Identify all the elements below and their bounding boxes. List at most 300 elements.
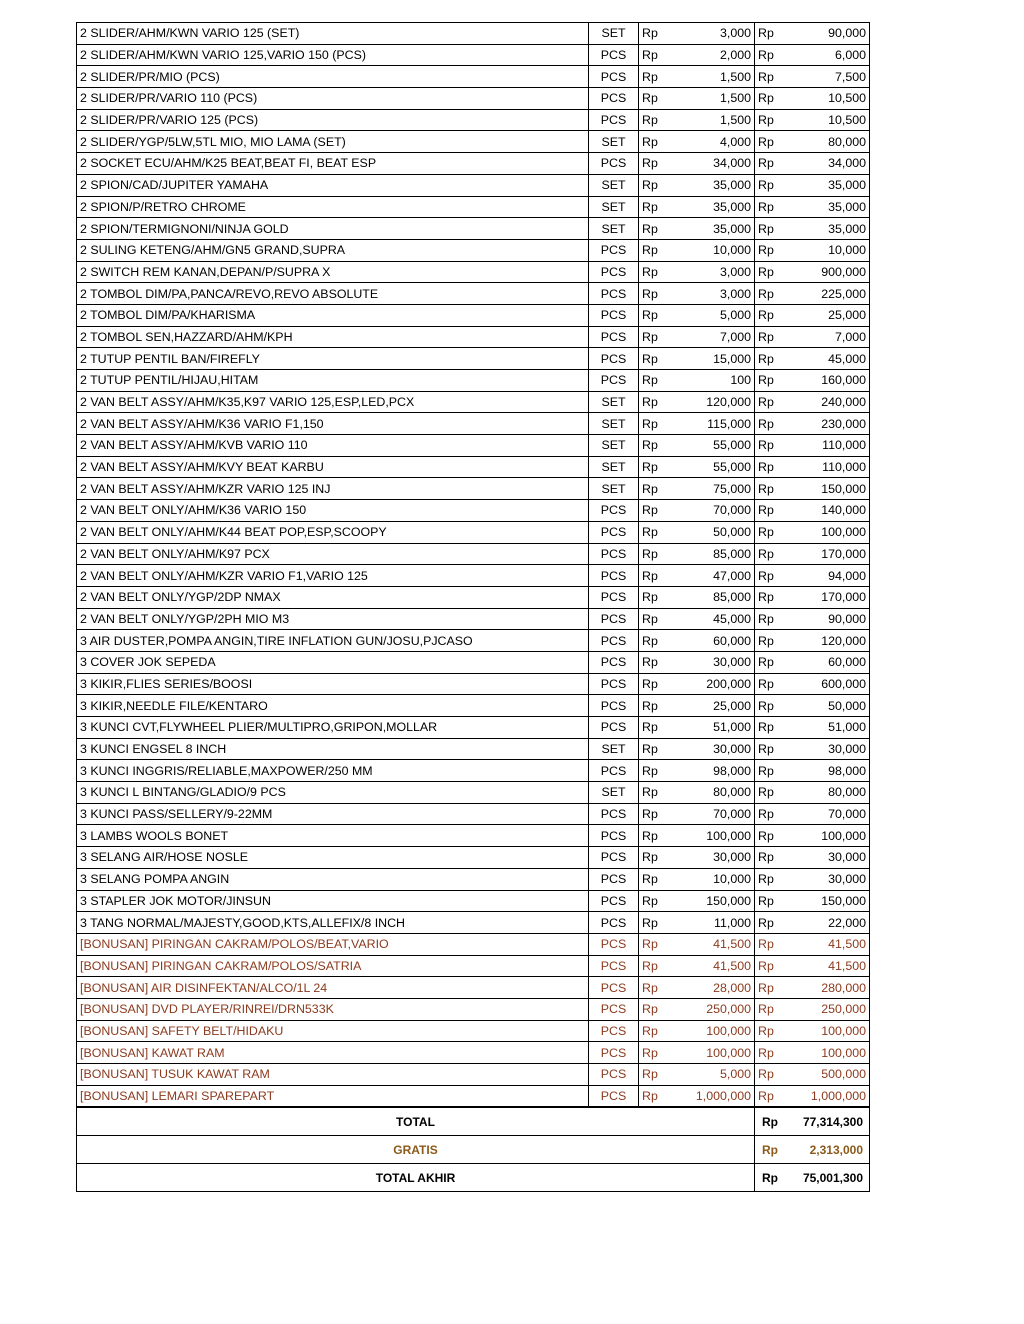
item-price-currency: Rp	[639, 803, 669, 825]
item-row	[77, 847, 870, 869]
total-row	[77, 1108, 870, 1136]
item-row	[77, 239, 870, 261]
item-price-currency: Rp	[639, 977, 669, 999]
item-unit: SET	[589, 435, 639, 457]
item-unit: PCS	[589, 304, 639, 326]
item-row	[77, 608, 870, 630]
item-price-currency: Rp	[639, 261, 669, 283]
item-total: 100,000	[785, 1020, 870, 1042]
item-unit-price: 10,000	[669, 239, 755, 261]
item-unit: SET	[589, 456, 639, 478]
item-total: 80,000	[785, 782, 870, 804]
item-total-currency: Rp	[755, 218, 785, 240]
item-unit-price: 15,000	[669, 348, 755, 370]
item-price-currency: Rp	[639, 153, 669, 175]
item-price-currency: Rp	[639, 933, 669, 955]
item-description: 2 VAN BELT ONLY/AHM/KZR VARIO F1,VARIO 125	[77, 565, 589, 587]
item-unit: PCS	[589, 651, 639, 673]
item-price-currency: Rp	[639, 673, 669, 695]
item-description: 3 KIKIR,FLIES SERIES/BOOSI	[77, 673, 589, 695]
item-unit: PCS	[589, 977, 639, 999]
item-unit-price: 3,000	[669, 283, 755, 305]
item-price-currency: Rp	[639, 955, 669, 977]
item-price-currency: Rp	[639, 1085, 669, 1107]
item-unit-price: 1,000,000	[669, 1085, 755, 1107]
item-row	[77, 326, 870, 348]
item-row	[77, 565, 870, 587]
item-row	[77, 304, 870, 326]
item-description: 2 VAN BELT ASSY/AHM/KVY BEAT KARBU	[77, 456, 589, 478]
item-description: 2 SOCKET ECU/AHM/K25 BEAT,BEAT FI, BEAT ESP	[77, 153, 589, 175]
item-description: [BONUSAN] SAFETY BELT/HIDAKU	[77, 1020, 589, 1042]
total-currency: Rp	[755, 1108, 785, 1136]
item-total-currency: Rp	[755, 456, 785, 478]
item-total: 51,000	[785, 717, 870, 739]
item-total: 110,000	[785, 435, 870, 457]
item-unit: PCS	[589, 1085, 639, 1107]
item-row	[77, 803, 870, 825]
item-description: 2 SLIDER/PR/MIO (PCS)	[77, 66, 589, 88]
item-unit: PCS	[589, 239, 639, 261]
item-description: 3 KUNCI CVT,FLYWHEEL PLIER/MULTIPRO,GRIPON,MOLLAR	[77, 717, 589, 739]
item-price-currency: Rp	[639, 608, 669, 630]
item-total: 110,000	[785, 456, 870, 478]
item-row	[77, 695, 870, 717]
item-total: 35,000	[785, 174, 870, 196]
item-description: 2 VAN BELT ONLY/AHM/K97 PCX	[77, 543, 589, 565]
item-total-currency: Rp	[755, 44, 785, 66]
item-total-currency: Rp	[755, 782, 785, 804]
item-price-currency: Rp	[639, 456, 669, 478]
item-price-currency: Rp	[639, 717, 669, 739]
item-unit-price: 51,000	[669, 717, 755, 739]
item-description: [BONUSAN] TUSUK KAWAT RAM	[77, 1064, 589, 1086]
item-total-currency: Rp	[755, 283, 785, 305]
item-price-currency: Rp	[639, 66, 669, 88]
bonus-item-row	[77, 1020, 870, 1042]
item-row	[77, 760, 870, 782]
item-row	[77, 890, 870, 912]
item-row	[77, 88, 870, 110]
item-description: 2 VAN BELT ONLY/YGP/2PH MIO M3	[77, 608, 589, 630]
item-unit: PCS	[589, 261, 639, 283]
item-unit: SET	[589, 196, 639, 218]
item-total: 90,000	[785, 23, 870, 45]
item-row	[77, 717, 870, 739]
item-row	[77, 283, 870, 305]
item-unit: PCS	[589, 586, 639, 608]
item-price-currency: Rp	[639, 109, 669, 131]
item-unit-price: 250,000	[669, 998, 755, 1020]
item-unit-price: 75,000	[669, 478, 755, 500]
item-description: 2 SPION/TERMIGNONI/NINJA GOLD	[77, 218, 589, 240]
item-price-currency: Rp	[639, 304, 669, 326]
item-total: 150,000	[785, 890, 870, 912]
item-total: 60,000	[785, 651, 870, 673]
item-unit-price: 1,500	[669, 88, 755, 110]
item-description: 3 AIR DUSTER,POMPA ANGIN,TIRE INFLATION GUN/JOSU,PJCASO	[77, 630, 589, 652]
item-row	[77, 391, 870, 413]
item-row	[77, 435, 870, 457]
item-price-currency: Rp	[639, 586, 669, 608]
item-price-currency: Rp	[639, 1064, 669, 1086]
item-total-currency: Rp	[755, 760, 785, 782]
item-unit-price: 4,000	[669, 131, 755, 153]
item-total: 100,000	[785, 825, 870, 847]
item-price-currency: Rp	[639, 478, 669, 500]
item-unit-price: 10,000	[669, 868, 755, 890]
item-row	[77, 586, 870, 608]
item-price-currency: Rp	[639, 760, 669, 782]
item-total: 7,000	[785, 326, 870, 348]
item-total: 80,000	[785, 131, 870, 153]
item-total: 6,000	[785, 44, 870, 66]
item-unit: PCS	[589, 1020, 639, 1042]
item-total-currency: Rp	[755, 413, 785, 435]
item-total: 98,000	[785, 760, 870, 782]
item-total: 41,500	[785, 933, 870, 955]
item-total: 500,000	[785, 1064, 870, 1086]
item-row	[77, 218, 870, 240]
item-row	[77, 131, 870, 153]
item-unit-price: 35,000	[669, 174, 755, 196]
item-unit: PCS	[589, 760, 639, 782]
item-unit-price: 41,500	[669, 933, 755, 955]
item-unit: SET	[589, 738, 639, 760]
item-description: 3 KUNCI L BINTANG/GLADIO/9 PCS	[77, 782, 589, 804]
item-description: 2 SPION/P/RETRO CHROME	[77, 196, 589, 218]
item-price-currency: Rp	[639, 196, 669, 218]
item-unit-price: 50,000	[669, 521, 755, 543]
item-unit: PCS	[589, 630, 639, 652]
item-row	[77, 413, 870, 435]
item-price-currency: Rp	[639, 738, 669, 760]
item-unit-price: 1,500	[669, 66, 755, 88]
item-unit-price: 100,000	[669, 1042, 755, 1064]
item-description: [BONUSAN] PIRINGAN CAKRAM/POLOS/BEAT,VARIO	[77, 933, 589, 955]
item-total: 35,000	[785, 218, 870, 240]
item-total-currency: Rp	[755, 803, 785, 825]
item-description: 2 TUTUP PENTIL/HIJAU,HITAM	[77, 370, 589, 392]
item-total-currency: Rp	[755, 1064, 785, 1086]
item-total-currency: Rp	[755, 391, 785, 413]
item-description: 2 SLIDER/PR/VARIO 125 (PCS)	[77, 109, 589, 131]
final-total-value: 75,001,300	[785, 1164, 870, 1192]
item-unit-price: 5,000	[669, 1064, 755, 1086]
item-unit: PCS	[589, 348, 639, 370]
item-price-currency: Rp	[639, 23, 669, 45]
item-price-currency: Rp	[639, 1020, 669, 1042]
bonus-item-row	[77, 1085, 870, 1107]
item-unit: SET	[589, 782, 639, 804]
item-row	[77, 174, 870, 196]
item-total: 10,500	[785, 109, 870, 131]
item-unit: PCS	[589, 565, 639, 587]
item-unit-price: 200,000	[669, 673, 755, 695]
item-total: 900,000	[785, 261, 870, 283]
item-total-currency: Rp	[755, 23, 785, 45]
item-row	[77, 912, 870, 934]
item-description: 2 SLIDER/AHM/KWN VARIO 125,VARIO 150 (PCS)	[77, 44, 589, 66]
item-description: 2 VAN BELT ONLY/YGP/2DP NMAX	[77, 586, 589, 608]
final-total-row	[77, 1164, 870, 1192]
item-row	[77, 825, 870, 847]
item-total-currency: Rp	[755, 500, 785, 522]
item-total: 100,000	[785, 1042, 870, 1064]
item-total-currency: Rp	[755, 1042, 785, 1064]
items-table-body	[77, 23, 870, 1107]
item-price-currency: Rp	[639, 782, 669, 804]
item-total: 7,500	[785, 66, 870, 88]
item-unit: PCS	[589, 109, 639, 131]
item-total-currency: Rp	[755, 109, 785, 131]
item-unit-price: 120,000	[669, 391, 755, 413]
item-total-currency: Rp	[755, 933, 785, 955]
bonus-item-row	[77, 955, 870, 977]
item-total: 35,000	[785, 196, 870, 218]
item-unit-price: 30,000	[669, 651, 755, 673]
item-unit-price: 150,000	[669, 890, 755, 912]
item-unit: PCS	[589, 500, 639, 522]
item-unit-price: 11,000	[669, 912, 755, 934]
item-description: 2 SULING KETENG/AHM/GN5 GRAND,SUPRA	[77, 239, 589, 261]
item-price-currency: Rp	[639, 695, 669, 717]
item-total: 30,000	[785, 847, 870, 869]
item-total-currency: Rp	[755, 608, 785, 630]
item-price-currency: Rp	[639, 348, 669, 370]
item-unit: PCS	[589, 283, 639, 305]
item-total-currency: Rp	[755, 153, 785, 175]
item-total-currency: Rp	[755, 738, 785, 760]
item-row	[77, 478, 870, 500]
item-unit-price: 28,000	[669, 977, 755, 999]
item-description: 2 TUTUP PENTIL BAN/FIREFLY	[77, 348, 589, 370]
item-unit: SET	[589, 478, 639, 500]
item-row	[77, 630, 870, 652]
item-row	[77, 44, 870, 66]
item-price-currency: Rp	[639, 847, 669, 869]
item-price-currency: Rp	[639, 131, 669, 153]
item-unit-price: 100,000	[669, 825, 755, 847]
item-price-currency: Rp	[639, 630, 669, 652]
item-unit-price: 35,000	[669, 196, 755, 218]
item-row	[77, 868, 870, 890]
item-total-currency: Rp	[755, 261, 785, 283]
item-description: 2 SLIDER/PR/VARIO 110 (PCS)	[77, 88, 589, 110]
item-total: 170,000	[785, 586, 870, 608]
item-unit: SET	[589, 413, 639, 435]
item-unit: PCS	[589, 1042, 639, 1064]
item-row	[77, 66, 870, 88]
bonus-item-row	[77, 998, 870, 1020]
item-total: 280,000	[785, 977, 870, 999]
item-total-currency: Rp	[755, 565, 785, 587]
bonus-item-row	[77, 977, 870, 999]
item-unit-price: 3,000	[669, 23, 755, 45]
item-total-currency: Rp	[755, 196, 785, 218]
item-unit-price: 1,500	[669, 109, 755, 131]
item-description: [BONUSAN] LEMARI SPAREPART	[77, 1085, 589, 1107]
item-unit: PCS	[589, 66, 639, 88]
item-total-currency: Rp	[755, 348, 785, 370]
item-total: 30,000	[785, 868, 870, 890]
item-description: 2 TOMBOL SEN,HAZZARD/AHM/KPH	[77, 326, 589, 348]
final-total-currency: Rp	[755, 1164, 785, 1192]
item-unit: SET	[589, 218, 639, 240]
item-price-currency: Rp	[639, 998, 669, 1020]
item-total-currency: Rp	[755, 239, 785, 261]
item-unit-price: 41,500	[669, 955, 755, 977]
item-price-currency: Rp	[639, 500, 669, 522]
item-total-currency: Rp	[755, 1085, 785, 1107]
item-total-currency: Rp	[755, 630, 785, 652]
item-total-currency: Rp	[755, 435, 785, 457]
item-description: 2 VAN BELT ASSY/AHM/K36 VARIO F1,150	[77, 413, 589, 435]
item-total-currency: Rp	[755, 174, 785, 196]
item-price-currency: Rp	[639, 218, 669, 240]
item-unit: PCS	[589, 847, 639, 869]
item-description: 3 SELANG AIR/HOSE NOSLE	[77, 847, 589, 869]
item-total-currency: Rp	[755, 695, 785, 717]
item-row	[77, 456, 870, 478]
item-total: 94,000	[785, 565, 870, 587]
invoice-sheet	[76, 22, 869, 1192]
item-unit: SET	[589, 23, 639, 45]
item-description: 2 SLIDER/AHM/KWN VARIO 125 (SET)	[77, 23, 589, 45]
item-row	[77, 738, 870, 760]
item-row	[77, 500, 870, 522]
item-price-currency: Rp	[639, 543, 669, 565]
item-total: 140,000	[785, 500, 870, 522]
item-total-currency: Rp	[755, 825, 785, 847]
item-unit: PCS	[589, 44, 639, 66]
item-unit-price: 30,000	[669, 847, 755, 869]
item-total-currency: Rp	[755, 543, 785, 565]
item-description: 2 VAN BELT ASSY/AHM/KVB VARIO 110	[77, 435, 589, 457]
item-total: 34,000	[785, 153, 870, 175]
bonus-item-row	[77, 933, 870, 955]
item-unit-price: 47,000	[669, 565, 755, 587]
item-total-currency: Rp	[755, 88, 785, 110]
item-description: [BONUSAN] AIR DISINFEKTAN/ALCO/1L 24	[77, 977, 589, 999]
item-description: 3 COVER JOK SEPEDA	[77, 651, 589, 673]
item-total-currency: Rp	[755, 586, 785, 608]
item-row	[77, 651, 870, 673]
item-unit-price: 34,000	[669, 153, 755, 175]
item-unit-price: 35,000	[669, 218, 755, 240]
item-description: 2 VAN BELT ASSY/AHM/KZR VARIO 125 INJ	[77, 478, 589, 500]
item-row	[77, 23, 870, 45]
item-total-currency: Rp	[755, 651, 785, 673]
item-description: 3 KUNCI PASS/SELLERY/9-22MM	[77, 803, 589, 825]
item-price-currency: Rp	[639, 868, 669, 890]
item-unit: PCS	[589, 153, 639, 175]
item-price-currency: Rp	[639, 1042, 669, 1064]
item-total: 70,000	[785, 803, 870, 825]
item-row	[77, 261, 870, 283]
item-description: 3 SELANG POMPA ANGIN	[77, 868, 589, 890]
item-unit-price: 25,000	[669, 695, 755, 717]
item-unit: PCS	[589, 955, 639, 977]
item-description: [BONUSAN] DVD PLAYER/RINREI/DRN533K	[77, 998, 589, 1020]
item-total: 160,000	[785, 370, 870, 392]
item-row	[77, 348, 870, 370]
item-unit-price: 100,000	[669, 1020, 755, 1042]
item-description: 3 KUNCI INGGRIS/RELIABLE,MAXPOWER/250 MM	[77, 760, 589, 782]
item-row	[77, 521, 870, 543]
item-total-currency: Rp	[755, 890, 785, 912]
bonus-item-row	[77, 1042, 870, 1064]
item-unit: PCS	[589, 803, 639, 825]
item-unit-price: 115,000	[669, 413, 755, 435]
item-total-currency: Rp	[755, 1020, 785, 1042]
gratis-currency: Rp	[755, 1136, 785, 1164]
item-unit: SET	[589, 174, 639, 196]
item-total-currency: Rp	[755, 955, 785, 977]
item-unit-price: 55,000	[669, 435, 755, 457]
item-unit-price: 100	[669, 370, 755, 392]
item-description: 2 TOMBOL DIM/PA,PANCA/REVO,REVO ABSOLUTE	[77, 283, 589, 305]
gratis-value: 2,313,000	[785, 1136, 870, 1164]
item-unit: PCS	[589, 825, 639, 847]
item-description: 3 TANG NORMAL/MAJESTY,GOOD,KTS,ALLEFIX/8 INCH	[77, 912, 589, 934]
item-description: 2 SLIDER/YGP/5LW,5TL MIO, MIO LAMA (SET)	[77, 131, 589, 153]
item-row	[77, 370, 870, 392]
item-description: 2 SPION/CAD/JUPITER YAMAHA	[77, 174, 589, 196]
item-row	[77, 543, 870, 565]
item-total: 150,000	[785, 478, 870, 500]
item-unit-price: 85,000	[669, 586, 755, 608]
item-total: 240,000	[785, 391, 870, 413]
item-price-currency: Rp	[639, 326, 669, 348]
item-description: 2 VAN BELT ONLY/AHM/K44 BEAT POP,ESP,SCOOPY	[77, 521, 589, 543]
item-total-currency: Rp	[755, 521, 785, 543]
item-unit-price: 7,000	[669, 326, 755, 348]
item-unit-price: 85,000	[669, 543, 755, 565]
item-unit: PCS	[589, 543, 639, 565]
item-row	[77, 109, 870, 131]
item-total-currency: Rp	[755, 868, 785, 890]
item-unit: PCS	[589, 608, 639, 630]
item-row	[77, 153, 870, 175]
item-unit: PCS	[589, 890, 639, 912]
item-total: 225,000	[785, 283, 870, 305]
item-total: 250,000	[785, 998, 870, 1020]
item-total-currency: Rp	[755, 478, 785, 500]
item-price-currency: Rp	[639, 174, 669, 196]
item-unit: PCS	[589, 912, 639, 934]
item-total: 10,500	[785, 88, 870, 110]
item-unit-price: 70,000	[669, 803, 755, 825]
item-unit-price: 98,000	[669, 760, 755, 782]
item-unit: PCS	[589, 998, 639, 1020]
item-unit-price: 55,000	[669, 456, 755, 478]
item-price-currency: Rp	[639, 283, 669, 305]
item-description: [BONUSAN] PIRINGAN CAKRAM/POLOS/SATRIA	[77, 955, 589, 977]
item-description: 3 LAMBS WOOLS BONET	[77, 825, 589, 847]
item-total-currency: Rp	[755, 912, 785, 934]
item-description: 3 KUNCI ENGSEL 8 INCH	[77, 738, 589, 760]
item-total: 600,000	[785, 673, 870, 695]
item-total: 230,000	[785, 413, 870, 435]
item-price-currency: Rp	[639, 88, 669, 110]
gratis-label: GRATIS	[77, 1136, 755, 1164]
gratis-row	[77, 1136, 870, 1164]
item-description: 3 STAPLER JOK MOTOR/JINSUN	[77, 890, 589, 912]
item-total: 22,000	[785, 912, 870, 934]
item-total: 50,000	[785, 695, 870, 717]
item-unit: PCS	[589, 370, 639, 392]
